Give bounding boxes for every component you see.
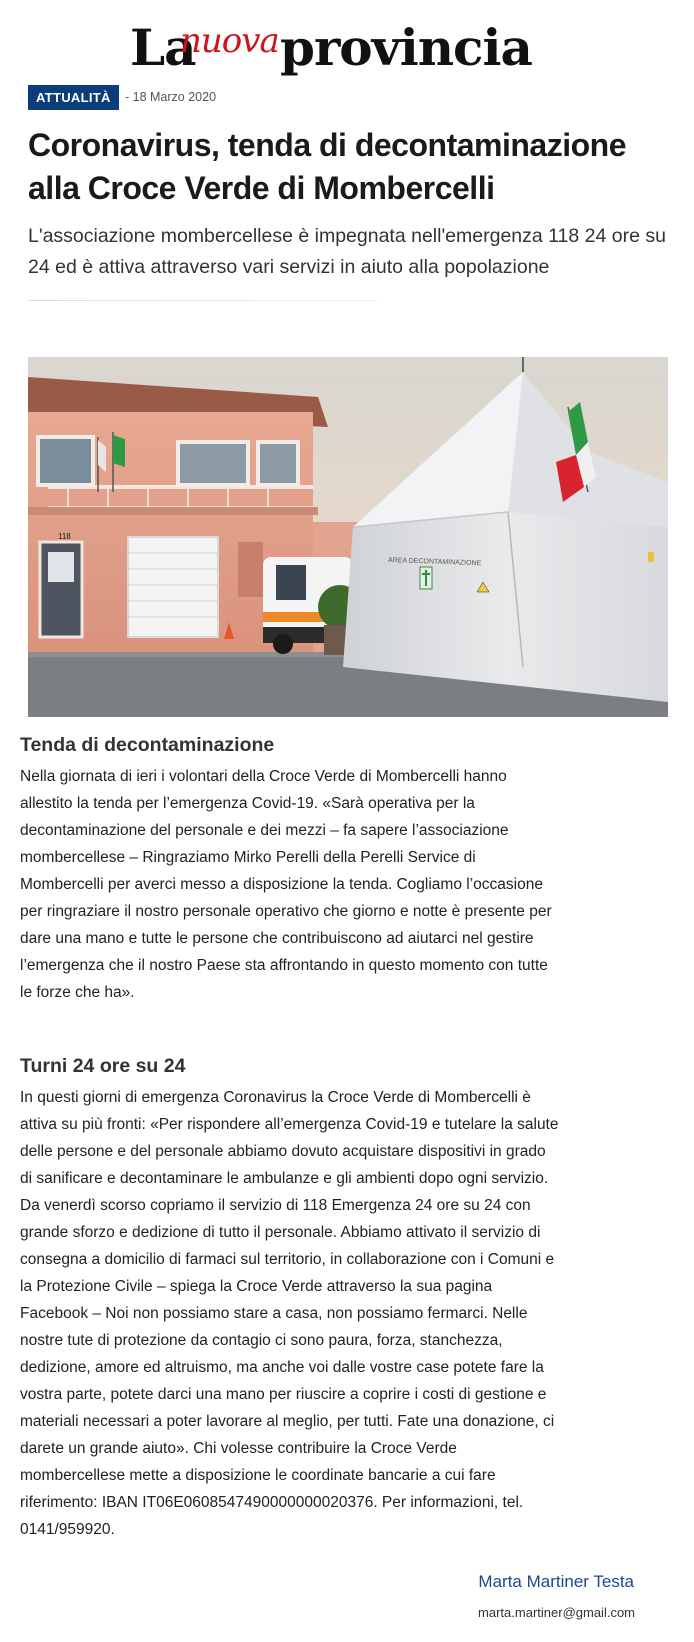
article-date: - 18 Marzo 2020: [125, 90, 217, 104]
article-title: Coronavirus, tenda di decontaminazione alla Croce Verde di Mombercelli: [28, 127, 626, 206]
logo-nuova-text: nuova: [180, 21, 279, 61]
category-badge[interactable]: ATTUALITÀ: [28, 85, 119, 110]
divider: [28, 300, 378, 301]
article-subtitle: L'associazione mombercellese è impegnata nell'emergenza 118 24 ore su 24 ed è attiva attraverso vari servizi in aiuto alla popolazione: [28, 225, 666, 278]
author-email[interactable]: marta.martiner@gmail.com: [478, 1605, 635, 1620]
door-sign: 118: [58, 532, 71, 541]
site-logo[interactable]: [130, 14, 540, 77]
section-paragraph-turni: In questi giorni di emergenza Coronavirus la Croce Verde di Mombercelli è attiva su più fronti: «Per rispondere all’emergenza Covid-19 e tutelare la salute delle persone e del personale abbiamo dovuto acquistare dispositivi in grado di sanificare e decontaminare le ambulanze e gli ambienti dopo ogni servizio. Da venerdì scorso copriamo il servizio di 118 Emergenza 24 ore su 24 con grande sforzo e dedizione di tutto il personale. Abbiamo attivato il servizio di consegna a domicilio di farmaci sul territorio, in collaborazione con i Comuni e la Protezione Civile – spiega la Croce Verde attraverso la sua pagina Facebook – Noi non possiamo stare a casa, non possiamo fermarci. Nelle nostre tute di protezione da contagio ci sono paura, forza, stanchezza, dedizione, amore ed altruismo, ma anche voi dalle vostre case potete fare la vostra parte, potete darci una mano per riuscire a coprire i costi di gestione e materiali necessari a poter lavorare al meglio, per tutti. Fate una donazione, ci darete un grande aiuto». Chi volesse contribuire la Croce Verde mombercellese mette a disposizione le coordinate bancarie a cui fare riferimento: IBAN IT06E0608547490000000020376. Per informazioni, tel. 0141/959920.: [20, 1089, 559, 1538]
section-heading-tenda: Tenda di decontaminazione: [20, 734, 275, 756]
logo-provincia-text: provincia: [280, 18, 532, 77]
tent-sign: AREA DECONTAMINAZIONE: [387, 557, 482, 568]
author-name[interactable]: Marta Martiner Testa: [478, 1572, 634, 1591]
article-photo: [28, 357, 668, 717]
logo-la-text: La: [130, 18, 196, 77]
section-paragraph-tenda: Nella giornata di ieri i volontari della Croce Verde di Mombercelli hanno allestito la tenda per l’emergenza Covid-19. «Sarà operativa per la decontaminazione del personale e dei mezzi – fa sapere l’associazione mombercellese – Ringraziamo Mirko Perelli della Perelli Service di Mombercelli per averci messo a disposizione la tenda. Cogliamo l’occasione per ringraziare il nostro personale operativo che giorno e notte è presente per dare una mano e tutte le persone che contribuiscono ad aiutarci nel gestire l’emergenza che il nostro Paese sta affrontando in questo momento con tutte le forze che ha».: [20, 768, 552, 1001]
section-heading-turni: Turni 24 ore su 24: [20, 1055, 186, 1077]
